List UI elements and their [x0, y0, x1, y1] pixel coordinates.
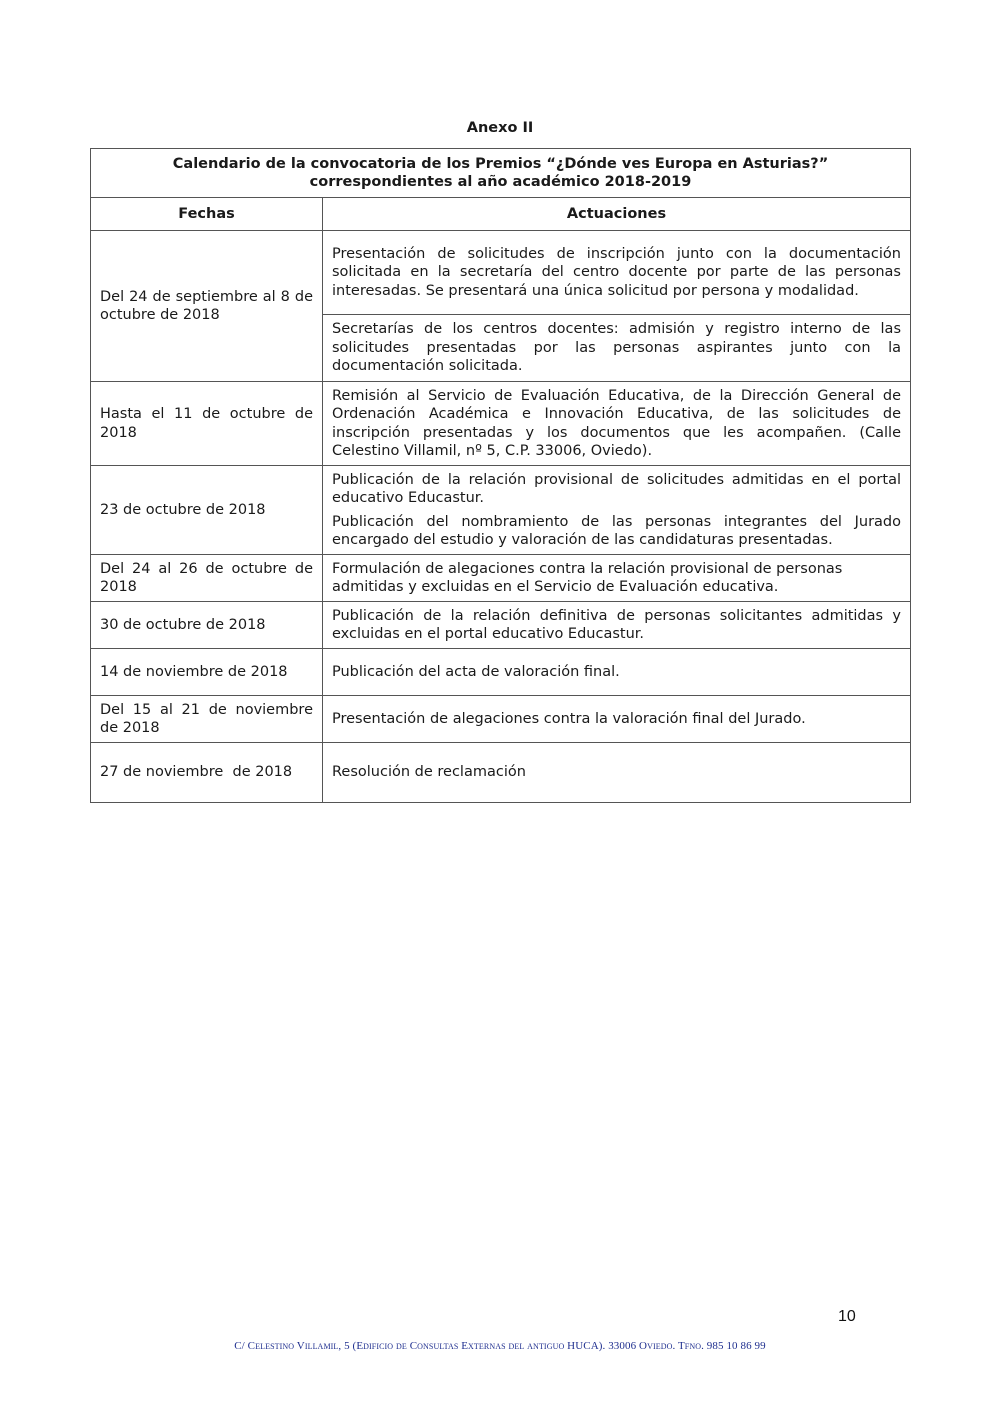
action-cell — [323, 466, 911, 555]
action-text: Resolución de reclamación — [332, 764, 526, 781]
date-cell: Hasta el 11 de octubre de 2018 — [91, 382, 323, 466]
table-row — [91, 743, 911, 803]
date-cell: 14 de noviembre de 2018 — [91, 649, 323, 696]
date-cell: Del 24 al 26 de octubre de 2018 — [91, 555, 323, 602]
date-cell: 30 de octubre de 2018 — [91, 602, 323, 649]
table-row — [91, 555, 911, 602]
action-cell — [323, 602, 911, 649]
table-title-row — [91, 149, 911, 198]
action-text: Publicación del acta de valoración final. — [332, 663, 620, 680]
action-cell — [323, 231, 911, 315]
table-row — [91, 466, 911, 555]
action-cell — [323, 696, 911, 743]
action-text: Secretarías de los centros docentes: admisión y registro interno de las solicitudes presentadas por las personas aspirantes junto con la documentación solicitada. — [332, 321, 901, 375]
action-text: Presentación de solicitudes de inscripción junto con la documentación solicitada en la secretaría del centro docente por parte de las personas interesadas. Se presentará una única solicitud por persona y modalidad. — [332, 245, 901, 299]
table-title — [91, 149, 911, 198]
column-header-fechas: Fechas — [91, 198, 323, 231]
action-text: Remisión al Servicio de Evaluación Educativa, de la Dirección General de Ordenación Académica e Innovación Educativa, de las solicitudes de inscripción presentadas y los documentos que les acompañen. (Calle Celestino Villamil, nº 5, C.P. 33006, Oviedo). — [332, 387, 901, 459]
table-row — [91, 649, 911, 696]
column-header-actuaciones: Actuaciones — [323, 198, 911, 231]
annex-title: Anexo II — [466, 120, 534, 136]
page-number: 10 — [838, 1308, 856, 1325]
date-cell: 27 de noviembre de 2018 — [91, 743, 323, 803]
action-cell — [323, 555, 911, 602]
table-title-line-2: correspondientes al año académico 2018-2019 — [309, 174, 692, 190]
date-cell: Del 24 de septiembre al 8 de octubre de 2018 — [91, 231, 323, 382]
action-cell — [323, 649, 911, 696]
action-text: Publicación de la relación definitiva de personas solicitantes admitidas y excluidas en el portal educativo Educastur. — [332, 607, 901, 642]
calendar-table — [90, 148, 911, 803]
action-text: Publicación de la relación provisional de solicitudes admitidas en el portal educativo Educastur. — [332, 471, 901, 506]
table-row — [91, 696, 911, 743]
date-cell: 23 de octubre de 2018 — [91, 466, 323, 555]
action-cell — [323, 743, 911, 803]
action-text: Presentación de alegaciones contra la valoración final del Jurado. — [332, 710, 806, 727]
table-row — [91, 382, 911, 466]
table-row — [91, 231, 911, 315]
footer-address: C/ Celestino Villamil, 5 (Edificio de Consultas Externas del antiguo HUCA). 33006 Oviedo. Tfno. 985 10 86 99 — [234, 1340, 766, 1352]
date-cell: Del 15 al 21 de noviembre de 2018 — [91, 696, 323, 743]
table-title-line-1: Calendario de la convocatoria de los Premios “¿Dónde ves Europa en Asturias?” — [172, 156, 829, 172]
action-text: Formulación de alegaciones contra la relación provisional de personas admitidas y excluidas en el Servicio de Evaluación educativa. — [332, 560, 843, 595]
action-text: Publicación del nombramiento de las personas integrantes del Jurado encargado del estudio y valoración de las candidaturas presentadas. — [332, 513, 901, 548]
table-row — [91, 602, 911, 649]
action-cell — [323, 382, 911, 466]
column-header-row — [91, 198, 911, 231]
action-cell — [323, 315, 911, 382]
